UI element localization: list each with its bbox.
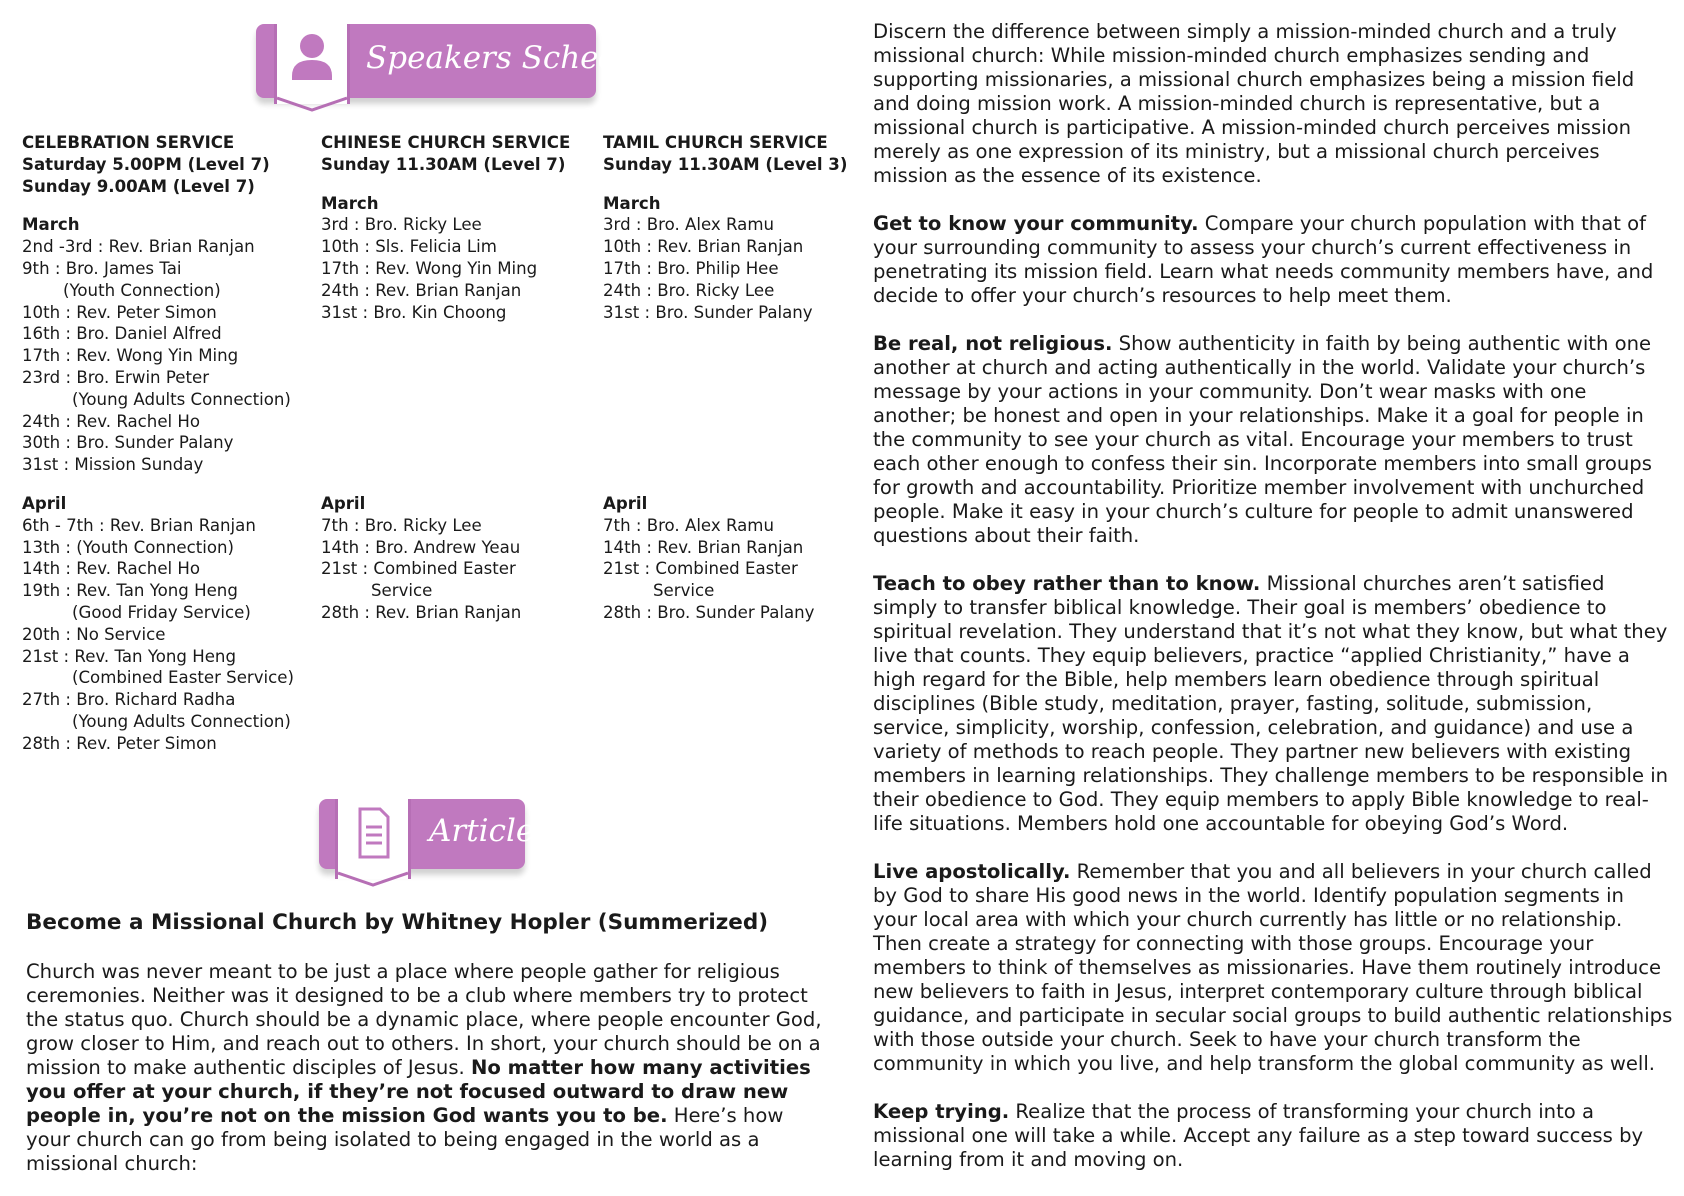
chinese-service-column [321, 132, 570, 624]
schedule-entry: 13th : (Youth Connection) [22, 537, 235, 557]
tamil-service-column [603, 132, 847, 624]
schedule-entry: Service [653, 581, 715, 601]
article-section [873, 332, 1673, 548]
schedule-entry: 21st : Rev. Tan Yong Heng [22, 646, 236, 666]
service-time: Saturday 5.00PM (Level 7) [22, 154, 270, 174]
month-heading: March [321, 193, 379, 213]
section-heading: Keep trying. [873, 1100, 1010, 1123]
section-heading: Be real, not religious. [873, 332, 1113, 355]
article-sections [873, 20, 1673, 1196]
schedule-entry: 28th : Rev. Brian Ranjan [321, 602, 522, 622]
section-text: Compare your church population with that of your surrounding community to assess your church’s current effectiveness in penetrating its mission field. Learn what needs community members have, and decide to offer your church’s resources to help meet them. [873, 212, 1654, 307]
schedule-entry: 28th : Rev. Peter Simon [22, 733, 217, 753]
schedule-entry: (Young Adults Connection) [72, 711, 291, 731]
month-heading: April [22, 493, 67, 513]
article-section [873, 572, 1673, 836]
schedule-entry: 31st : Mission Sunday [22, 455, 204, 475]
schedule-entry: 14th : Rev. Rachel Ho [22, 559, 201, 579]
document-icon [338, 799, 408, 889]
banner-tab [274, 24, 350, 104]
schedule-entry: 14th : Bro. Andrew Yeau [321, 537, 521, 557]
schedule-entry: 3rd : Bro. Ricky Lee [321, 215, 482, 235]
article-title: Become a Missional Church by Whitney Hopler (Summerized) [26, 910, 769, 935]
schedule-entry: 10th : Sls. Felicia Lim [321, 237, 497, 257]
section-text: Realize that the process of transforming your church into a missional one will take a while. Accept any failure as a step toward success by learning from it and moving on. [873, 1100, 1644, 1171]
schedule-entry: 24th : Rev. Brian Ranjan [321, 280, 522, 300]
schedule-entry: 3rd : Bro. Alex Ramu [603, 215, 775, 235]
month-heading: March [22, 215, 80, 235]
article-intro [26, 960, 826, 1176]
section-text: Show authenticity in faith by being authentic with one another at church and acting authentically in the world. Validate your church’s message by your actions in your community. Don’t wear masks with one another; be honest and open in your relationships. Make it a goal for people in the community to see your church as vital. Encourage your members to trust each other enough to confess their sin. Incorporate members into small groups for growth and accountability. Prioritize member involvement with unchurched people. Make it easy in your church’s culture for people to admit unanswered questions about their faith. [873, 332, 1652, 547]
service-time: Sunday 11.30AM (Level 7) [321, 154, 566, 174]
schedule-entry: 14th : Rev. Brian Ranjan [603, 537, 804, 557]
article-section [873, 20, 1673, 188]
month-heading: April [321, 493, 366, 513]
schedule-entry: 31st : Bro. Sunder Palany [603, 302, 813, 322]
month-heading: April [603, 493, 648, 513]
schedule-entry: 16th : Bro. Daniel Alfred [22, 324, 222, 344]
schedule-entry: 24th : Bro. Ricky Lee [603, 280, 775, 300]
schedule-entry: 10th : Rev. Peter Simon [22, 302, 217, 322]
service-name: CELEBRATION SERVICE [22, 133, 235, 152]
schedule-entry: 9th : Bro. James Tai [22, 258, 182, 278]
section-heading: Live apostolically. [873, 860, 1071, 883]
service-time: Sunday 11.30AM (Level 3) [603, 154, 848, 174]
service-time: Sunday 9.00AM (Level 7) [22, 176, 255, 196]
schedule-entry: (Combined Easter Service) [72, 668, 294, 688]
schedule-entry: (Good Friday Service) [72, 602, 251, 622]
section-heading: Teach to obey rather than to know. [873, 572, 1261, 595]
month-heading: March [603, 193, 661, 213]
schedule-entry: 21st : Combined Easter [321, 559, 516, 579]
schedule-entry: 21st : Combined Easter [603, 559, 798, 579]
schedule-entry: 7th : Bro. Alex Ramu [603, 515, 774, 535]
schedule-entry: 24th : Rev. Rachel Ho [22, 411, 201, 431]
article-section [873, 1100, 1673, 1172]
section-text: Discern the difference between simply a mission-minded church and a truly missional church: While mission-minded church emphasizes sending and supporting missionaries, a missional church emphasizes being a mission field and doing mission work. A mission-minded church is representative, but a missional church is participative. A mission-minded church perceives mission merely as one expression of its ministry, but a missional church perceives mission as the essence of its existence. [873, 20, 1635, 187]
banner-title: Article [429, 813, 535, 849]
article-section [873, 860, 1673, 1076]
intro-end-text: Here’s how your church can go from being isolated to being engaged in the world as a missional church: [26, 1104, 784, 1175]
schedule-entry: 19th : Rev. Tan Yong Heng [22, 581, 238, 601]
intro-bold-text: No matter how many activities you offer at your church, if they’re not focused outward to draw new people in, you’re not on the mission God wants you to be. [26, 1056, 811, 1127]
speakers-schedule-banner [256, 24, 667, 98]
schedule-entry: 30th : Bro. Sunder Palany [22, 433, 234, 453]
schedule-entry: 20th : No Service [22, 624, 166, 644]
schedule-entry: 23rd : Bro. Erwin Peter [22, 367, 210, 387]
service-name: TAMIL CHURCH SERVICE [603, 133, 828, 152]
schedule-entry: 7th : Bro. Ricky Lee [321, 515, 482, 535]
banner-tab [335, 799, 411, 879]
schedule-entry: Service [371, 581, 433, 601]
service-name: CHINESE CHURCH SERVICE [321, 133, 571, 152]
person-icon [277, 24, 347, 114]
schedule-entry: 28th : Bro. Sunder Palany [603, 602, 815, 622]
celebration-service-column [22, 132, 294, 755]
schedule-entry: 6th - 7th : Rev. Brian Ranjan [22, 515, 256, 535]
section-text: Remember that you and all believers in your church called by God to share His good news in the world. Identify population segments in your local area with which your church currently has little or no relationship. Then create a strategy for connecting with those groups. Encourage your members to think of themselves as missionaries. Have them routinely introduce new believers to faith in Jesus, interpret contemporary culture through biblical guidance, and participate in secular social groups to build authentic relationships with those outside your church. Seek to have your church transform the community in which you live, and help transform the global community as well. [873, 860, 1673, 1075]
schedule-entry: 17th : Rev. Wong Yin Ming [321, 258, 538, 278]
schedule-entry: 31st : Bro. Kin Choong [321, 302, 507, 322]
schedule-entry: 2nd -3rd : Rev. Brian Ranjan [22, 237, 255, 257]
banner-title: Speakers Schedule [366, 40, 667, 76]
article-banner [319, 799, 535, 869]
section-heading: Get to know your community. [873, 212, 1199, 235]
schedule-entry: 17th : Rev. Wong Yin Ming [22, 346, 239, 366]
intro-text: Church was never meant to be just a place where people gather for religious ceremonies. Neither was it designed to be a club where members try to protect the status quo. Church should be a dynamic place, where people encounter God, grow closer to Him, and reach out to others. In short, your church should be on a mission to make authentic disciples of Jesus. [26, 960, 822, 1079]
article-section [873, 212, 1673, 308]
schedule-entry: (Youth Connection) [63, 280, 221, 300]
schedule-entry: (Young Adults Connection) [72, 389, 291, 409]
schedule-entry: 17th : Bro. Philip Hee [603, 258, 779, 278]
schedule-entry: 10th : Rev. Brian Ranjan [603, 237, 804, 257]
schedule-entry: 27th : Bro. Richard Radha [22, 690, 236, 710]
section-text: Missional churches aren’t satisfied simply to transfer biblical knowledge. Their goal is members’ obedience to spiritual revelation. They understand that it’s not what they know, but what they live that counts. They equip believers, practice “applied Christianity,” have a high regard for the Bible, help members learn obedience through spiritual disciplines (Bible study, meditation, prayer, fasting, solitude, submission, service, simplicity, worship, confession, celebration, and guidance) and use a variety of methods to reach people. They partner new believers with existing members in learning relationships. They challenge members to be responsible in their obedience to God. They equip members to apply Bible knowledge to real-life situations. Members hold one accountable for obeying God’s Word. [873, 572, 1669, 835]
